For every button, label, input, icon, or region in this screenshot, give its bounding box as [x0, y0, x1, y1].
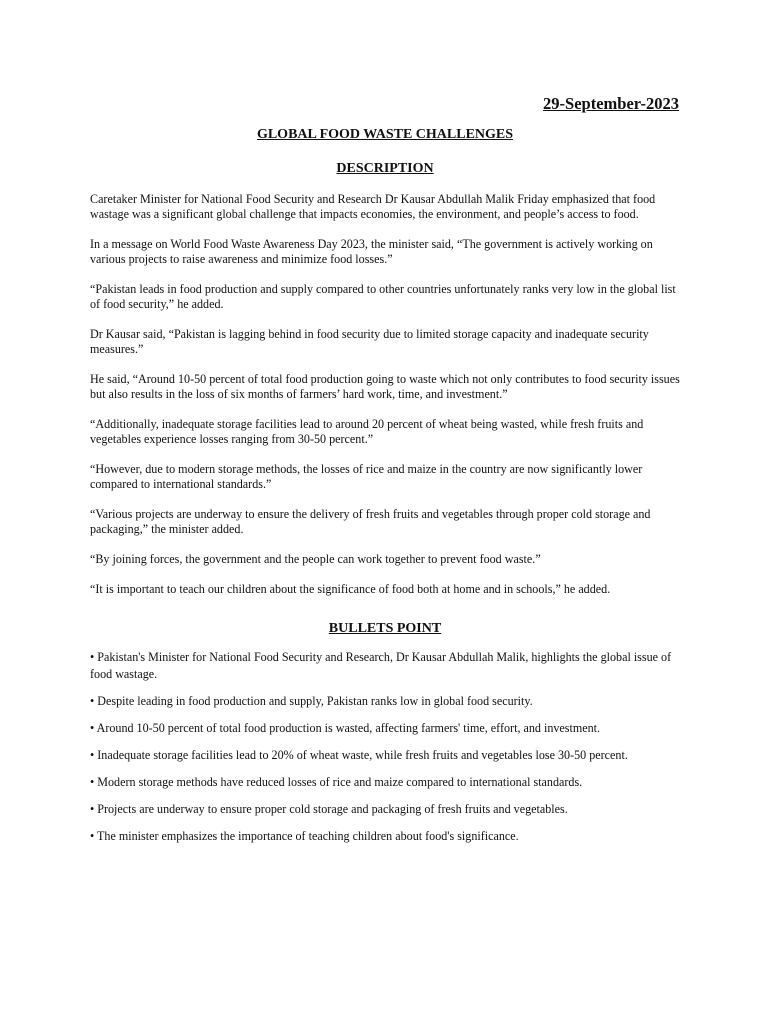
paragraph: “Additionally, inadequate storage facilities lead to around 20 percent of wheat being wasted, while fresh fruits and vegetables experience losses ranging from 30-50 percent.” [90, 417, 644, 446]
paragraph: “Pakistan leads in food production and supply compared to other countries unfortunately ranks very low in the global list of food security,” he added. [90, 282, 676, 311]
document-date: 29-September-2023 [543, 94, 679, 113]
bullets-heading: BULLETS POINT [328, 621, 442, 636]
bullet-item: • Projects are underway to ensure proper cold storage and packaging of fresh fruits and vegetables. [90, 801, 568, 816]
bullet-list [90, 649, 680, 844]
paragraph: He said, “Around 10-50 percent of total food production going to waste which not only contributes to food security issues but also results in the loss of six months of farmers’ hard work, time, and investment.” [90, 372, 680, 401]
bullet-item: • Pakistan's Minister for National Food Security and Research, Dr Kausar Abdullah Malik, highlights the global issue of food wastage. [90, 650, 672, 681]
document-title: GLOBAL FOOD WASTE CHALLENGES [256, 127, 514, 142]
bullet-item: • Inadequate storage facilities lead to 20% of wheat waste, while fresh fruits and vegetables lose 30-50 percent. [90, 747, 628, 762]
paragraph: Caretaker Minister for National Food Security and Research Dr Kausar Abdullah Malik Friday emphasized that food wastage was a significant global challenge that impacts economies, the environment, and people’s access to food. [90, 192, 656, 221]
paragraph: In a message on World Food Waste Awareness Day 2023, the minister said, “The government is actively working on various projects to raise awareness and minimize food losses.” [90, 237, 653, 266]
description-heading: DESCRIPTION [336, 161, 434, 176]
bullet-item: • Around 10-50 percent of total food production is wasted, affecting farmers' time, effort, and investment. [90, 720, 601, 735]
paragraph: Dr Kausar said, “Pakistan is lagging behind in food security due to limited storage capacity and inadequate security measures.” [90, 327, 649, 356]
paragraph: “Various projects are underway to ensure the delivery of fresh fruits and vegetables through proper cold storage and packaging,” the minister added. [90, 507, 651, 536]
paragraph: “By joining forces, the government and the people can work together to prevent food waste.” [90, 552, 541, 566]
paragraph: “It is important to teach our children about the significance of food both at home and in schools,” he added. [90, 582, 611, 596]
bullet-item: • Modern storage methods have reduced losses of rice and maize compared to international standards. [90, 774, 583, 789]
bullet-item: • Despite leading in food production and supply, Pakistan ranks low in global food security. [90, 693, 533, 708]
paragraph: “However, due to modern storage methods, the losses of rice and maize in the country are now significantly lower compared to international standards.” [90, 462, 643, 491]
description-body [90, 192, 680, 597]
bullet-item: • The minister emphasizes the importance of teaching children about food's significance. [90, 828, 519, 843]
